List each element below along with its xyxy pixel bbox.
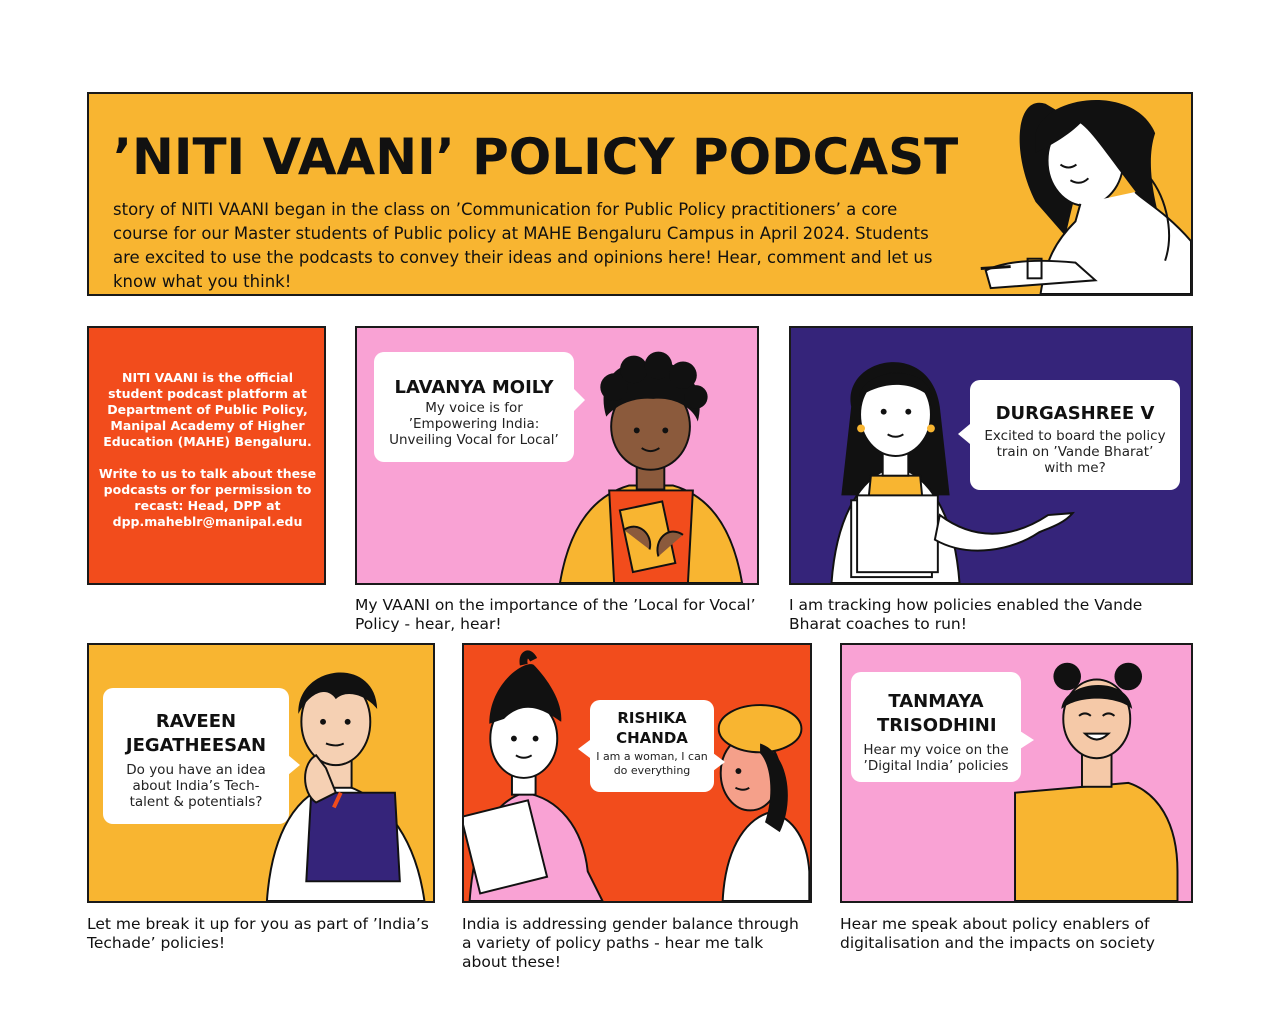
speech-bubble <box>103 688 289 824</box>
contact-text[interactable]: Write to us to talk about these podcasts or for permission to recast: Head, DPP at dpp.maheblr@manipal.edu <box>98 466 317 529</box>
caption-raveen: Let me break it up for you as part of ’India’s Techade’ policies! <box>87 915 429 952</box>
page-title: ’NITI VAANI’ POLICY PODCAST <box>113 128 959 186</box>
speaker-name: RISHIKA CHANDA <box>616 709 688 747</box>
header-woman-illustration <box>89 94 1191 294</box>
bubble-tail <box>958 424 970 444</box>
info-panel <box>87 326 326 585</box>
speech-bubble <box>590 700 714 792</box>
speaker-name: RAVEEN JEGATHEESAN <box>125 711 267 756</box>
speaker-message: Hear my voice on the ’Digital India’ policies <box>863 742 1009 774</box>
info-description: NITI VAANI is the official student podcast platform at Department of Public Policy, Manipal Academy of Higher Education (MAHE) Bengaluru. <box>103 370 312 449</box>
speaker-name: LAVANYA MOILY <box>394 377 554 398</box>
speech-bubble <box>851 672 1021 782</box>
intro-text: story of NITI VAANI began in the class on ’Communication for Public Policy practitioners’ a core course for our Master students of Public policy at MAHE Bengaluru Campus in April 2024. Students are excited to use the podcasts to convey their ideas and opinions here! Hear, comment and let us know what you think! <box>113 200 933 291</box>
speaker-message: Excited to board the policy train on ’Vande Bharat’ with me? <box>984 428 1166 476</box>
bubble-tail <box>578 740 590 758</box>
bubble-tail <box>713 753 725 771</box>
header-banner <box>87 92 1193 296</box>
speaker-message: Do you have an idea about India’s Tech-talent & potentials? <box>126 762 266 810</box>
bubble-tail <box>573 388 585 412</box>
speaker-message: My voice is for ’Empowering India: Unveiling Vocal for Local’ <box>389 400 559 448</box>
episode-card-raveen[interactable] <box>87 643 435 903</box>
caption-durgashree: I am tracking how policies enabled the Vande Bharat coaches to run! <box>789 596 1143 633</box>
speaker-name: DURGASHREE V <box>995 403 1155 424</box>
episode-card-durgashree[interactable] <box>789 326 1193 585</box>
caption-rishika: India is addressing gender balance through a variety of policy paths - hear me talk about these! <box>462 915 799 971</box>
episode-card-lavanya[interactable] <box>355 326 759 585</box>
speech-bubble <box>374 352 574 462</box>
speaker-name: TANMAYA TRISODHINI <box>877 691 997 736</box>
episode-card-rishika[interactable] <box>462 643 812 903</box>
caption-tanmaya: Hear me speak about policy enablers of digitalisation and the impacts on society <box>840 915 1155 952</box>
bubble-tail <box>1020 731 1034 749</box>
caption-lavanya: My VAANI on the importance of the ’Local for Vocal’ Policy - hear, hear! <box>355 596 756 633</box>
speaker-message: I am a woman, I can do everything <box>596 750 708 777</box>
speech-bubble <box>970 380 1180 490</box>
bubble-tail <box>288 755 300 775</box>
episode-card-tanmaya[interactable] <box>840 643 1193 903</box>
